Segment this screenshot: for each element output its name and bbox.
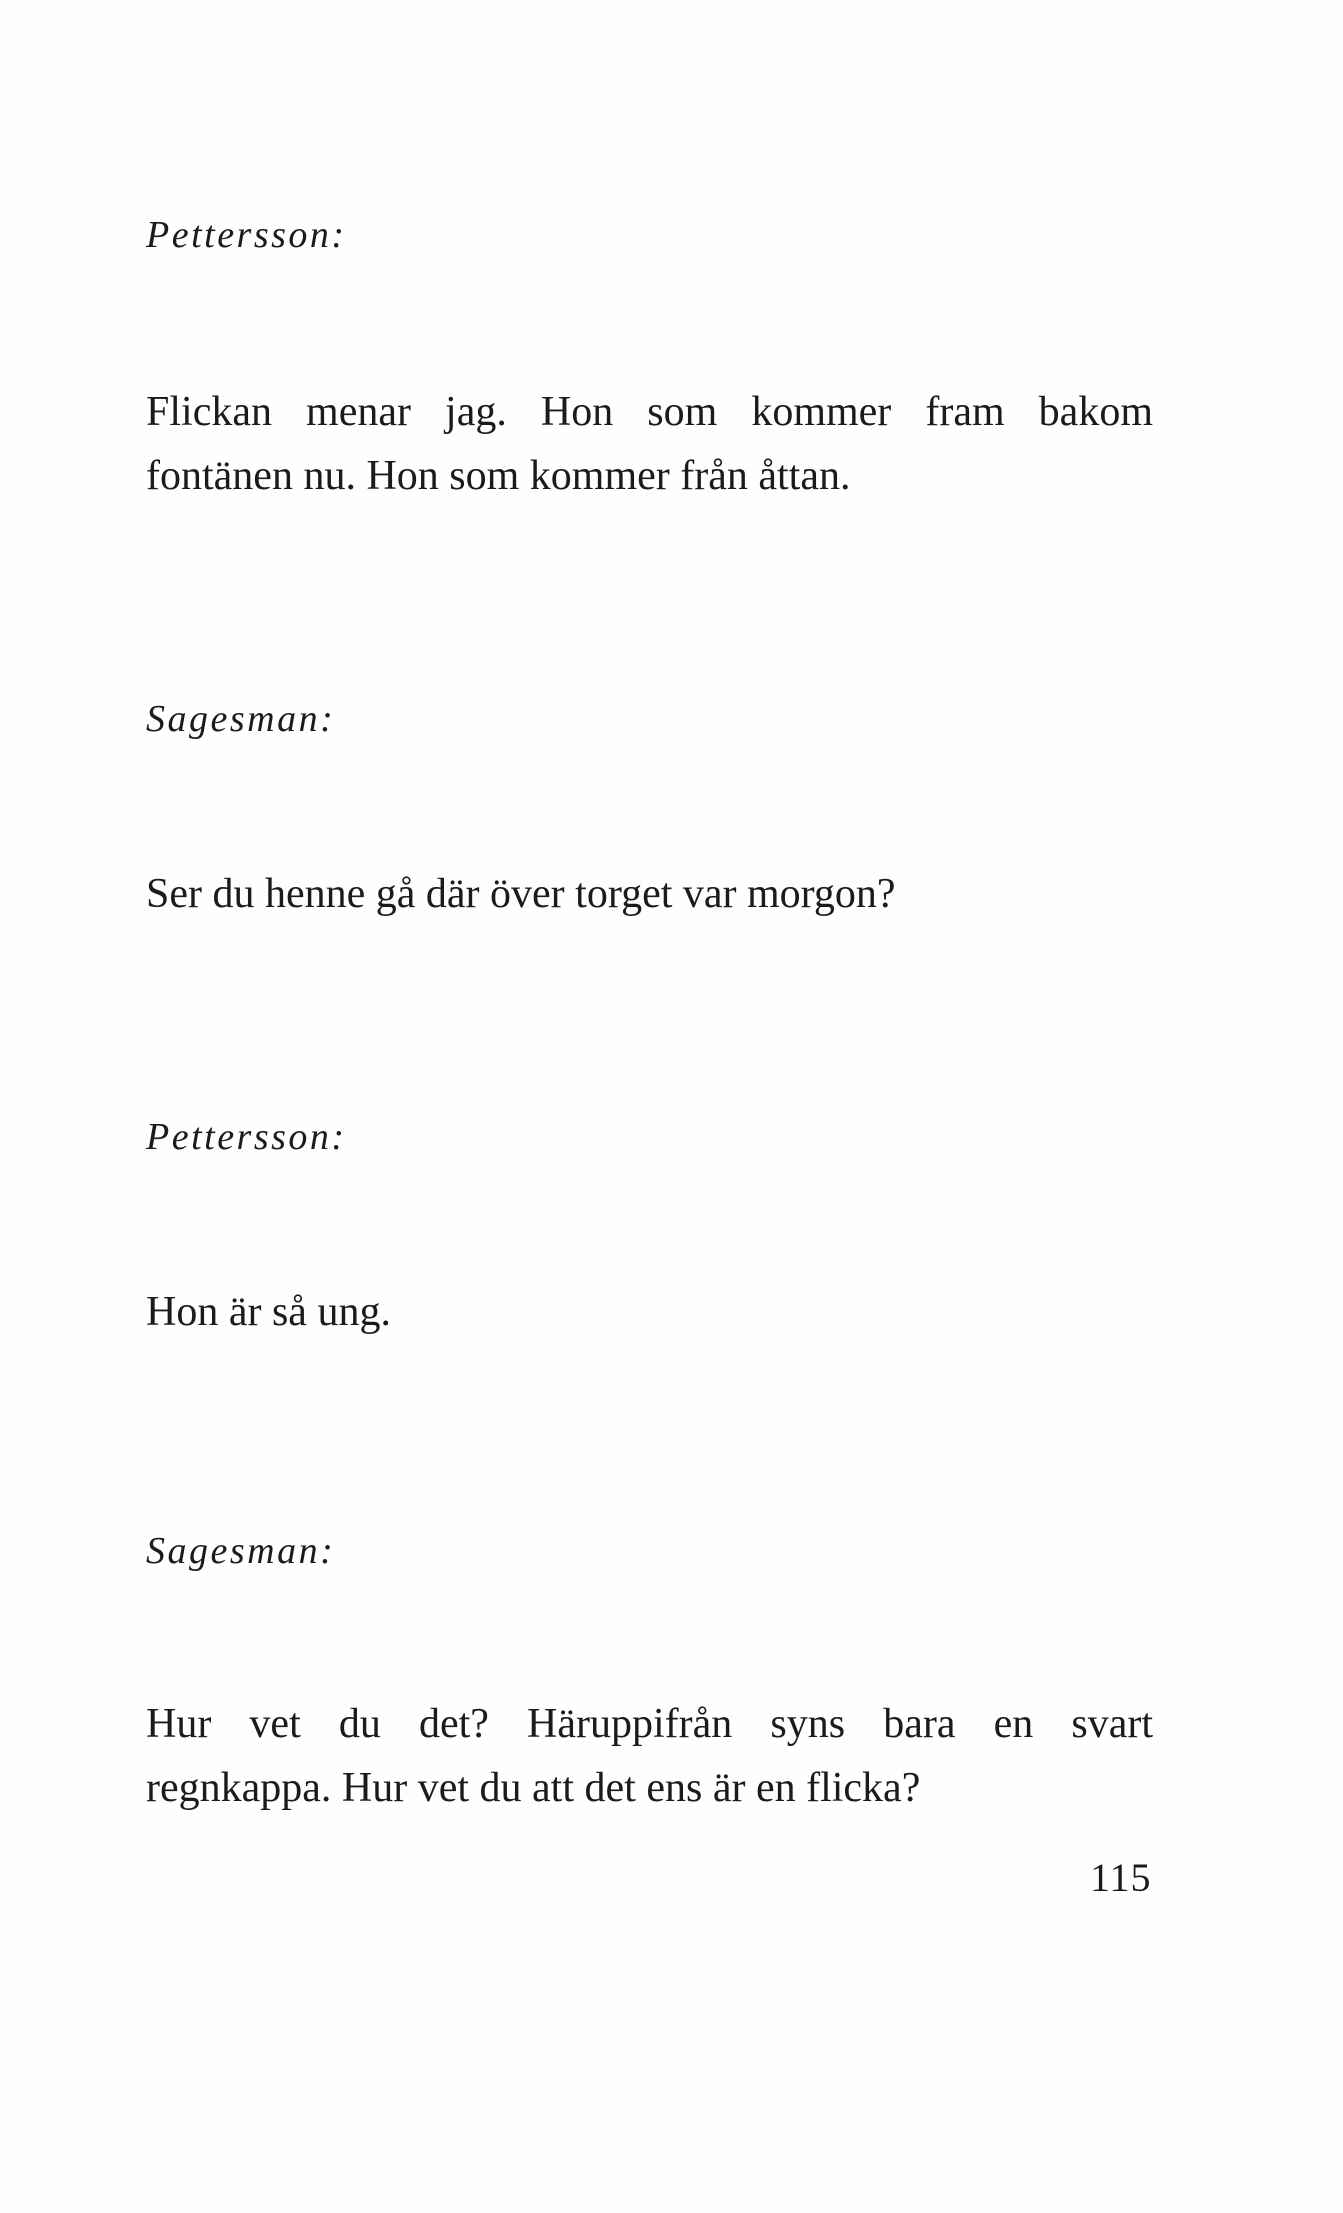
page-number: 115 bbox=[1090, 1855, 1152, 1900]
text-line: Ser du henne gå där över torget var morgon? bbox=[146, 871, 896, 917]
speaker-name: Pettersson: bbox=[146, 214, 347, 256]
dialogue-text bbox=[146, 380, 1153, 508]
text-line: Hur vet du det? Häruppifrån syns bara en svart bbox=[146, 1701, 1153, 1747]
text-line: regnkappa. Hur vet du att det ens är en flicka? bbox=[146, 1765, 921, 1811]
speaker-name: Sagesman: bbox=[146, 1530, 336, 1572]
dialogue-text bbox=[146, 1280, 1153, 1344]
dialogue-text bbox=[146, 862, 1153, 926]
text-line: Hon är så ung. bbox=[146, 1289, 391, 1335]
text-line: fontänen nu. Hon som kommer från åttan. bbox=[146, 453, 851, 499]
text-line: Flickan menar jag. Hon som kommer fram bakom bbox=[146, 389, 1153, 435]
dialogue-text bbox=[146, 1692, 1153, 1820]
speaker-name: Sagesman: bbox=[146, 698, 336, 740]
speaker-name: Pettersson: bbox=[146, 1116, 347, 1158]
